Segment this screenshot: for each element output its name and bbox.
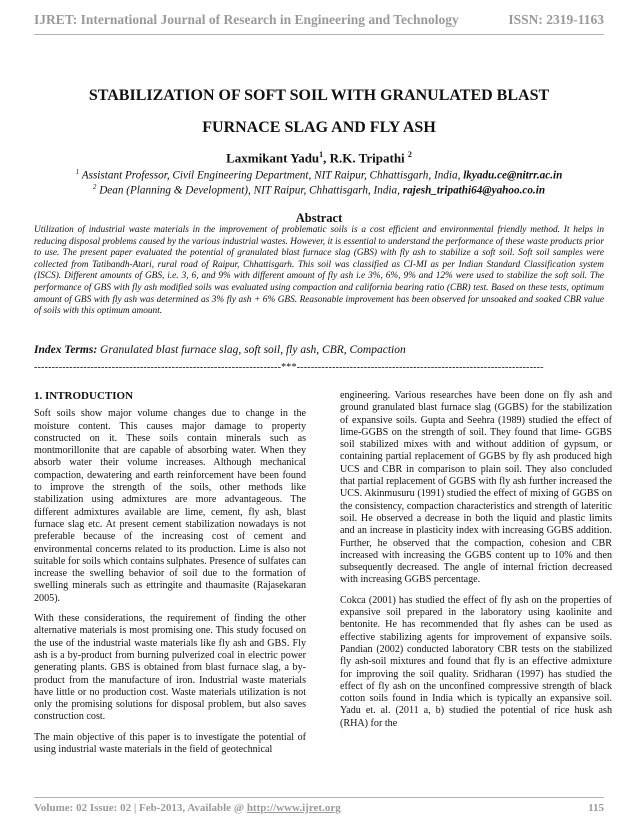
affiliation-1-email[interactable]: lkyadu.ce@nitrr.ac.in <box>463 169 563 182</box>
affiliation-2-email[interactable]: rajesh_tripathi64@yahoo.co.in <box>402 184 546 197</box>
affiliation-2-sup: 2 <box>92 183 97 191</box>
left-column <box>34 390 306 764</box>
index-terms-text: Granulated blast furnace slag, soft soil, fly ash, CBR, Compaction <box>97 344 406 356</box>
intro-paragraph-1: Soft soils show major volume changes due to change in the moisture content. This causes major damage to property constructed on it. These soils contain minerals such as montmorillonite that are capable of absorbing water. When they absorb water their volume increases. Although mechanical compaction, dewatering and earth reinforcement have been found to improve the strength of the soils, other methods like stabilization using admixtures are more advantageous. The different admixtures available are lime, cement, fly ash, blast furnace slag etc. At present cement stabilization nowadays is not preferable because of the increasing cost of cement and environmental concerns related to its production. Lime is also not suitable for soils which contains sulphates. Presence of sulfates can increase the swelling behavior of soil due to the formation of swelling minerals such as ettringite and thaumasite (Rajasekaran 2005). <box>34 408 306 604</box>
authors <box>34 150 604 166</box>
affiliation-1-sup: 1 <box>75 168 80 176</box>
footer-link[interactable]: http://www.ijret.org <box>246 802 341 814</box>
section-separator: ----------------------------------------------------------------------***---------------------------------------------------------------------- <box>34 362 544 373</box>
intro-paragraph-2: With these considerations, the requirement of finding the other alternative materials is most promising one. This study focused on the use of the industrial waste materials like fly ash and GBS. Fly ash is a by-product from burning pulverized coal in electric power generating plants. GBS is obtained from blast furnace slag, a by-product from the manufacture of iron. Industrial waste materials have little or no production cost. Waste materials utilization is not only the promising solutions for disposal problem, but also saves construction cost. <box>34 613 306 723</box>
journal-name: IJRET: International Journal of Research in Engineering and Technology <box>34 12 459 27</box>
running-header <box>34 12 604 32</box>
index-terms <box>34 344 604 356</box>
author-1-sup: 1 <box>319 150 324 159</box>
affiliation-2-text: Dean (Planning & Development), NIT Raipur, Chhattisgarh, India, <box>96 184 403 197</box>
author-2: R.K. Tripathi <box>329 150 405 166</box>
paper-title <box>34 80 604 144</box>
abstract-body: Utilization of industrial waste materials in the improvement of problematic soils is a cost efficient and environmental friendly method. It helps in reducing disposal problems caused by the various industrial wastes. However, it is essential to understand the performance of these waste products prior to use. The present paper evaluated the potential of granulated blast furnace slag (GBS) with fly ash to stabilize a soft soil. Soft soil samples were collected from Tatibandh-Atari, rural road of Raipur, Chhattisgarh. This soil was classified as CI-MI as per Indian Standard Classification system (ISCS). Different amounts of GBS, i.e. 3, 6, and 9% with different amount of fly ash i.e 3%, 6%, 9% and 12% were used to stabilize the soft soil. The performance of GBS with fly ash modified soils was evaluated using compaction and california bearing ratio (CBR) test. Based on these tests, optimum amount of GBS with fly ash was determined as 3% fly ash + 6% GBS. Reasonable improvement has been observed for unsoaked and soaked CBR value of soils with this optimum amount. <box>34 225 604 317</box>
abstract-heading: Abstract <box>295 211 343 225</box>
intro-paragraph-5: Cokca (2001) has studied the effect of fly ash on the properties of expansive soil prepared in the laboratory using kaolinite and bentonite. He has recommended that fly ashes can be used as effective stabilizing agents for improvement of expansive soils. Pandian (2002) conducted laboratory CBR tests on the stabilized fly ash-soil mixtures and found that fly is an effective admixture for improving the soil quality. Sridharan (1997) has studied the effect of fly ash on the unconfined compressive strength of black cotton soils found in India which is typically an expansive soil. Yadu et. al. (2011 a, b) studied the potential of rice husk ash (RHA) for the <box>340 594 612 729</box>
author-2-sup: 2 <box>407 150 412 159</box>
index-terms-label: Index Terms: <box>34 344 98 356</box>
author-1: Laxmikant Yadu <box>226 150 320 166</box>
right-column <box>340 390 612 738</box>
title-line-1: STABILIZATION OF SOFT SOIL WITH GRANULATED BLAST <box>88 87 550 104</box>
header-divider <box>34 34 604 35</box>
page-number: 115 <box>588 802 604 814</box>
issn: ISSN: 2319-1163 <box>508 12 604 27</box>
affiliation-1-text: Assistant Professor, Civil Engineering Department, NIT Raipur, Chhattisgarh, India, <box>79 169 464 182</box>
intro-paragraph-4: engineering. Various researches have been done on fly ash and ground granulated blast furnace slag (GGBS) for the stabilization of expansive soils. Gupta and Seehra (1989) studied the effect of lime-GGBS on the strength of soil. They found that lime- GGBS soil stabilized mixes with and without addition of gypsum, or containing partial replacement of GGBS by fly ash produced high UCS and CBR in comparison to plain soil. They also concluded that partial replacement of GGBS with fly ash further increased the UCS. Akinmusuru (1991) studied the effect of mixing of GGBS on the consistency, compaction characteristics and strength of lateritic soil. He observed a decrease in both the liquid and plastic limits and an increase in plasticity index with increasing GGBS addition. Further, he observed that the compaction, cohesion and CBR increased with increasing the GGBS content up to 10% and then subsequently decreased. The angle of internal friction decreased with increasing GGBS percentage. <box>340 390 612 586</box>
affiliation-2 <box>34 183 604 197</box>
footer-divider <box>34 797 604 798</box>
footer-volume: Volume: 02 Issue: 02 | Feb-2013, Available @ <box>34 802 247 814</box>
intro-paragraph-3: The main objective of this paper is to investigate the potential of using industrial waste materials in the field of geotechnical <box>34 731 306 756</box>
running-footer <box>34 802 604 814</box>
affiliation-1 <box>34 168 604 182</box>
title-line-2: FURNACE SLAG AND FLY ASH <box>202 119 436 136</box>
introduction-heading: 1. INTRODUCTION <box>34 390 134 402</box>
author-separator: , <box>323 150 330 166</box>
